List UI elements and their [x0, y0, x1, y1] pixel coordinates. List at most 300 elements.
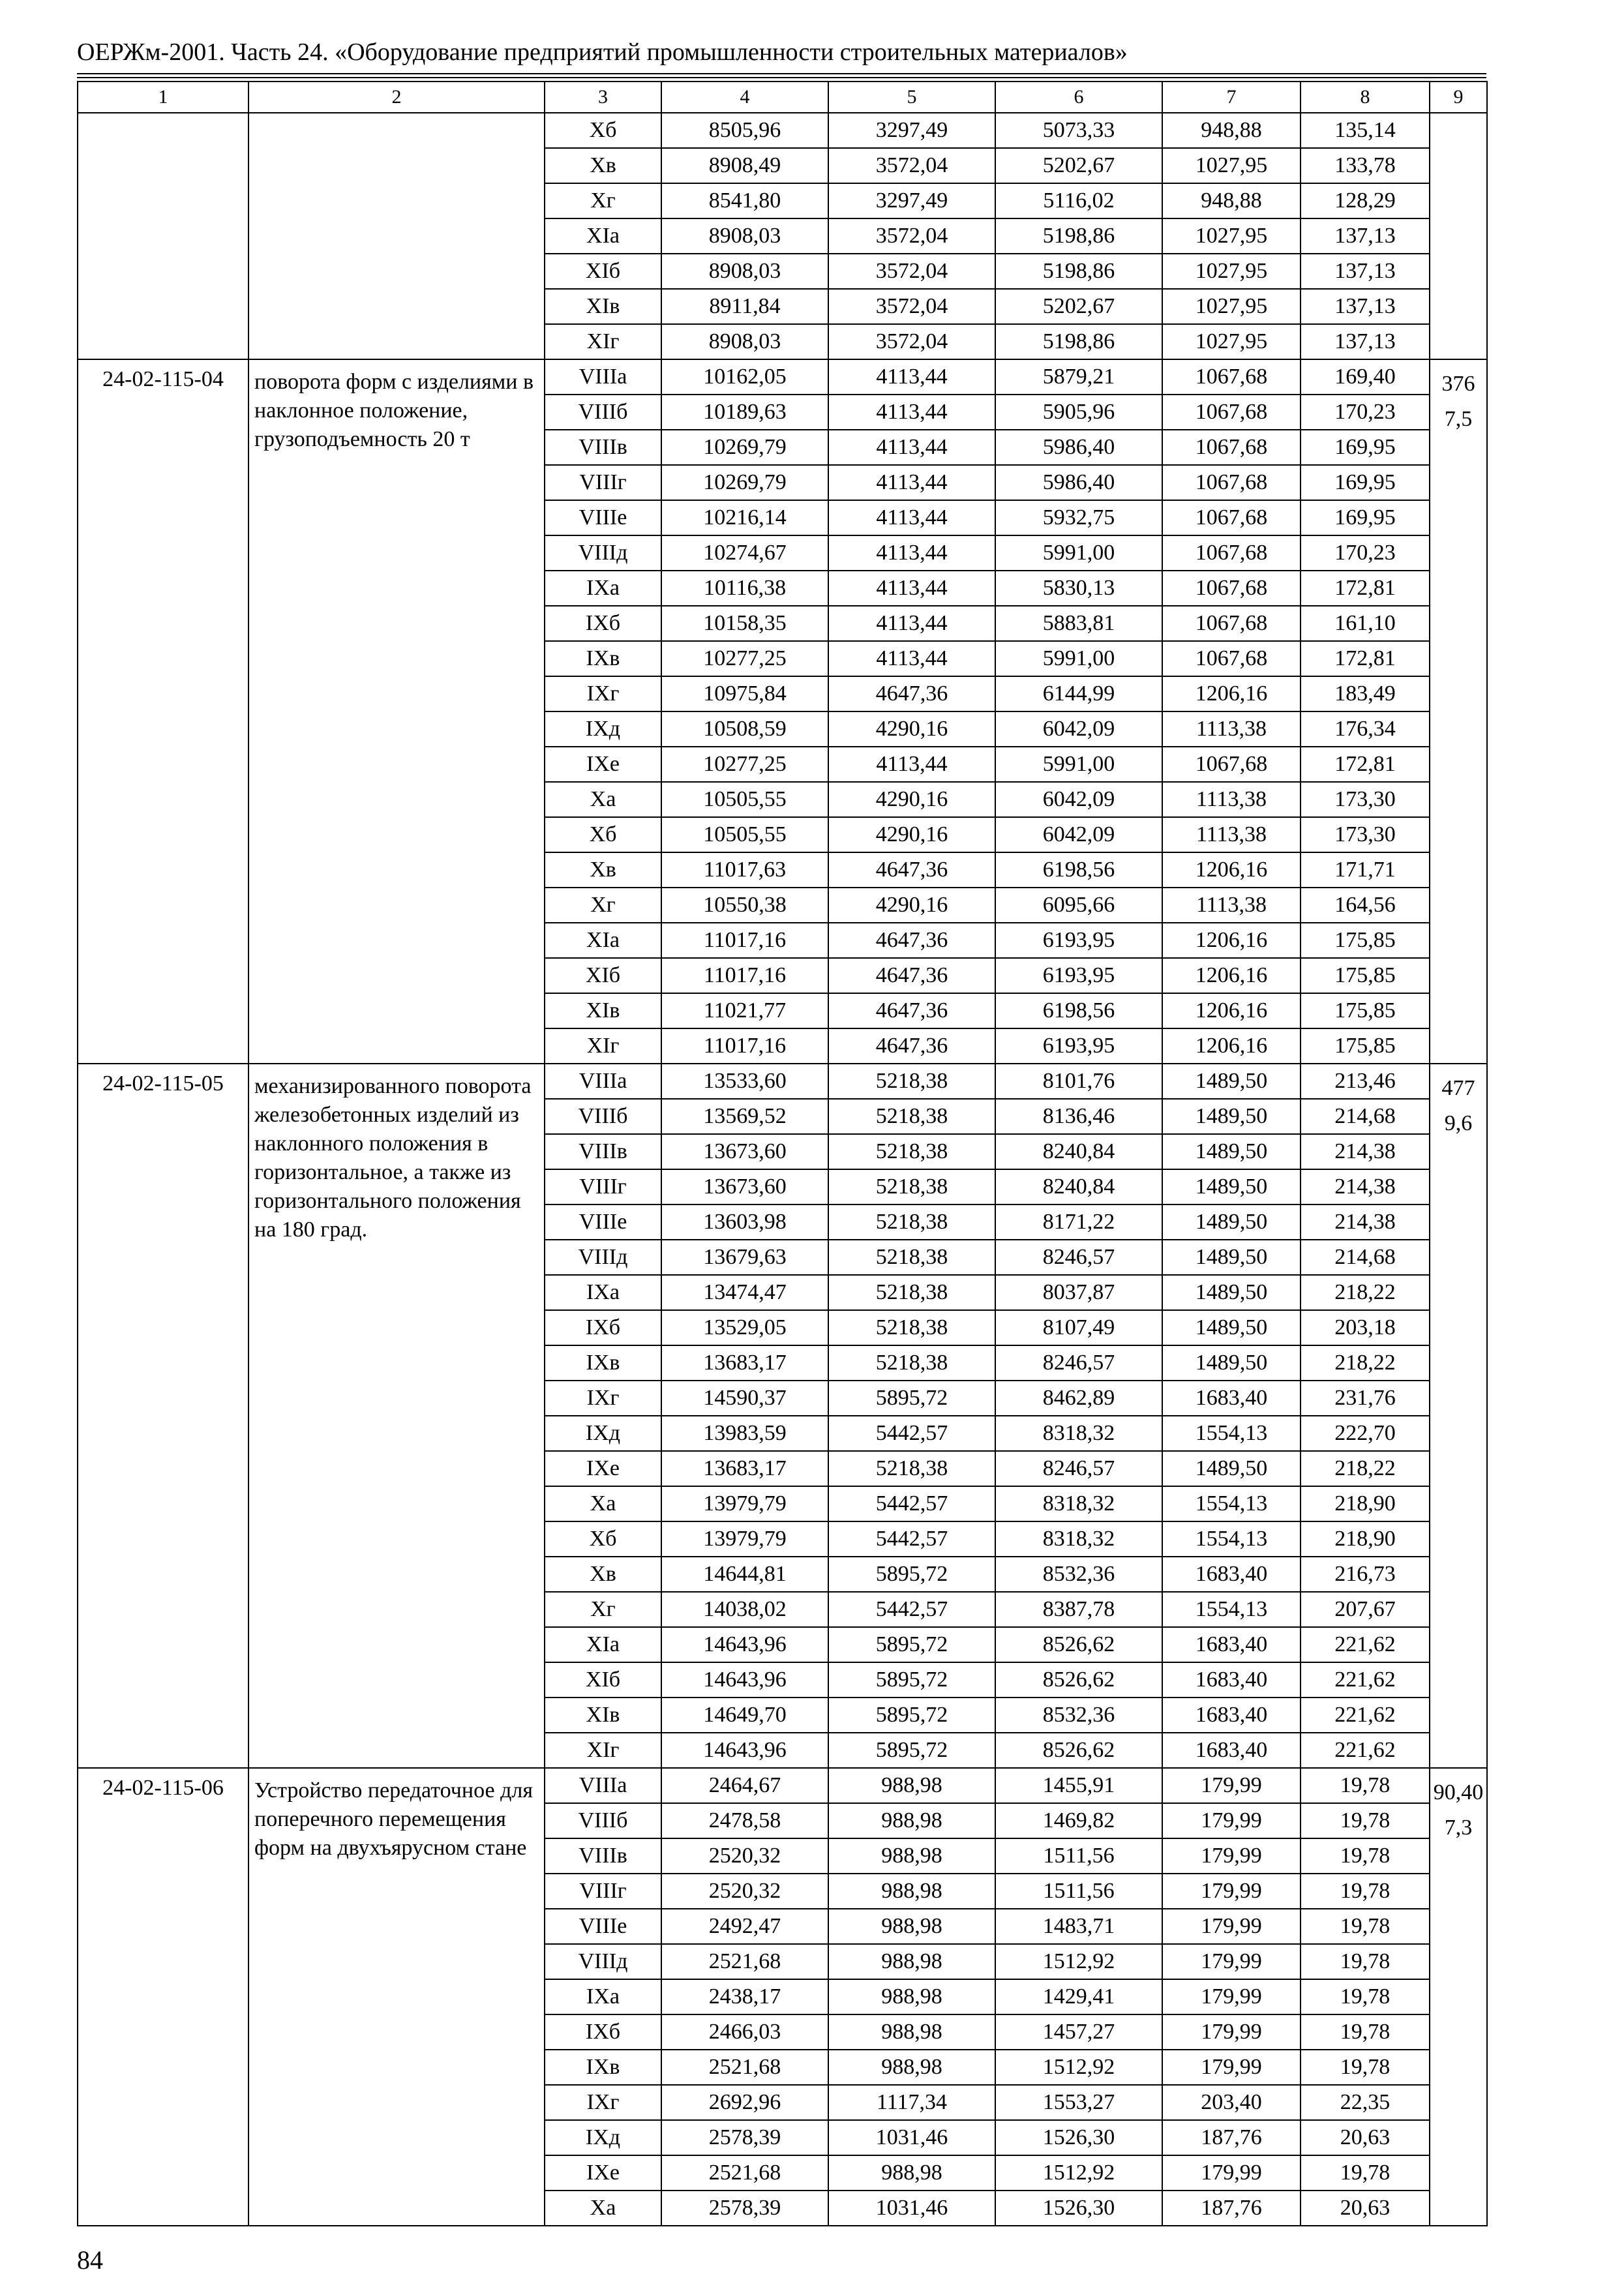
column-5-wages: 4290,16 [828, 782, 995, 817]
column-3-index: Xг [545, 183, 661, 218]
column-5-wages: 3572,04 [828, 289, 995, 324]
column-8-materials: 164,56 [1301, 888, 1430, 923]
column-8-materials: 213,46 [1301, 1064, 1430, 1099]
column-8-materials: 19,78 [1301, 1838, 1430, 1874]
column-6-machines: 6042,09 [995, 711, 1162, 747]
column-8-materials: 175,85 [1301, 923, 1430, 958]
column-6-machines: 5883,81 [995, 606, 1162, 641]
column-5-wages: 3572,04 [828, 148, 995, 183]
column-8-materials: 172,81 [1301, 641, 1430, 676]
column-8-materials: 19,78 [1301, 2014, 1430, 2050]
column-8-materials: 173,30 [1301, 817, 1430, 852]
column-7-machinist-wages: 187,76 [1162, 2191, 1301, 2226]
column-8-materials: 218,22 [1301, 1345, 1430, 1381]
column-7-machinist-wages: 1554,13 [1162, 1521, 1301, 1557]
column-8-materials: 133,78 [1301, 148, 1430, 183]
table-body [78, 82, 1487, 2226]
column-6-machines: 5198,86 [995, 218, 1162, 254]
column-7-machinist-wages: 1027,95 [1162, 324, 1301, 359]
column-6-machines: 1512,92 [995, 2050, 1162, 2085]
column-5-wages: 5218,38 [828, 1134, 995, 1169]
column-5-wages: 5218,38 [828, 1064, 995, 1099]
column-8-materials: 19,78 [1301, 1944, 1430, 1979]
column-3-index: XIв [545, 289, 661, 324]
column-7-machinist-wages: 1113,38 [1162, 711, 1301, 747]
column-6-machines: 5198,86 [995, 324, 1162, 359]
column-3-index: VIIIг [545, 465, 661, 500]
column-7-machinist-wages: 1067,68 [1162, 747, 1301, 782]
column-5-wages: 988,98 [828, 1909, 995, 1944]
column-6-machines: 5879,21 [995, 359, 1162, 395]
column-6-machines: 8318,32 [995, 1486, 1162, 1521]
column-3-index: XIа [545, 923, 661, 958]
column-header: 1 [78, 82, 248, 113]
rate-code [78, 113, 248, 359]
column-5-wages: 5895,72 [828, 1557, 995, 1592]
column-4-total: 13983,59 [661, 1416, 828, 1451]
column-8-materials: 171,71 [1301, 852, 1430, 888]
column-3-index: XIг [545, 324, 661, 359]
column-7-machinist-wages: 1489,50 [1162, 1451, 1301, 1486]
labor-cost-value: 477 [1441, 1076, 1475, 1100]
column-6-machines: 1429,41 [995, 1979, 1162, 2014]
column-header: 4 [661, 82, 828, 113]
column-8-materials: 175,85 [1301, 958, 1430, 993]
column-5-wages: 4647,36 [828, 852, 995, 888]
column-3-index: Xв [545, 1557, 661, 1592]
column-5-wages: 988,98 [828, 1979, 995, 2014]
column-7-machinist-wages: 1067,68 [1162, 641, 1301, 676]
column-7-machinist-wages: 1683,40 [1162, 1627, 1301, 1662]
column-header-row [78, 82, 1487, 113]
column-4-total: 2478,58 [661, 1803, 828, 1838]
rate-code: 24-02-115-05 [78, 1064, 248, 1768]
column-5-wages: 5895,72 [828, 1662, 995, 1698]
header-rule [77, 77, 1486, 78]
column-3-index: Xв [545, 852, 661, 888]
column-7-machinist-wages: 1027,95 [1162, 289, 1301, 324]
column-header: 2 [248, 82, 545, 113]
column-8-materials: 19,78 [1301, 1909, 1430, 1944]
column-4-total: 13569,52 [661, 1099, 828, 1134]
column-3-index: VIIIа [545, 359, 661, 395]
column-5-wages: 4113,44 [828, 606, 995, 641]
column-8-materials: 203,18 [1301, 1310, 1430, 1345]
column-6-machines: 1526,30 [995, 2191, 1162, 2226]
column-7-machinist-wages: 179,99 [1162, 1803, 1301, 1838]
column-7-machinist-wages: 1489,50 [1162, 1204, 1301, 1240]
column-5-wages: 1031,46 [828, 2191, 995, 2226]
column-6-machines: 8240,84 [995, 1134, 1162, 1169]
column-5-wages: 5895,72 [828, 1627, 995, 1662]
table-row [78, 113, 1487, 148]
column-7-machinist-wages: 1554,13 [1162, 1592, 1301, 1627]
column-3-index: XIа [545, 1627, 661, 1662]
column-5-wages: 4647,36 [828, 1028, 995, 1064]
column-8-materials: 20,63 [1301, 2120, 1430, 2155]
column-4-total: 13679,63 [661, 1240, 828, 1275]
column-5-wages: 5895,72 [828, 1381, 995, 1416]
column-4-total: 13673,60 [661, 1169, 828, 1204]
column-6-machines: 5986,40 [995, 465, 1162, 500]
column-5-wages: 5442,57 [828, 1486, 995, 1521]
column-4-total: 10189,63 [661, 395, 828, 430]
column-4-total: 8541,80 [661, 183, 828, 218]
column-6-machines: 8246,57 [995, 1345, 1162, 1381]
column-4-total: 2521,68 [661, 1944, 828, 1979]
column-5-wages: 4113,44 [828, 465, 995, 500]
column-5-wages: 4113,44 [828, 747, 995, 782]
column-8-materials: 183,49 [1301, 676, 1430, 711]
column-3-index: IXб [545, 606, 661, 641]
column-7-machinist-wages: 1683,40 [1162, 1381, 1301, 1416]
column-6-machines: 8171,22 [995, 1204, 1162, 1240]
column-header: 5 [828, 82, 995, 113]
labor-cost-coefficient: 7,5 [1444, 407, 1473, 431]
column-6-machines: 5073,33 [995, 113, 1162, 148]
column-5-wages: 988,98 [828, 1838, 995, 1874]
column-3-index: IXа [545, 571, 661, 606]
column-3-index: XIг [545, 1733, 661, 1768]
column-4-total: 2466,03 [661, 2014, 828, 2050]
column-4-total: 2521,68 [661, 2155, 828, 2191]
column-6-machines: 5991,00 [995, 747, 1162, 782]
equipment-name: Устройство передаточное для поперечного перемещения форм на двухъярусном стане [248, 1768, 545, 2226]
column-5-wages: 5218,38 [828, 1451, 995, 1486]
column-8-materials: 173,30 [1301, 782, 1430, 817]
column-6-machines: 6198,56 [995, 993, 1162, 1028]
column-4-total: 14038,02 [661, 1592, 828, 1627]
column-5-wages: 988,98 [828, 2050, 995, 2085]
column-6-machines: 8246,57 [995, 1451, 1162, 1486]
column-8-materials: 19,78 [1301, 1768, 1430, 1803]
column-8-materials: 128,29 [1301, 183, 1430, 218]
column-5-wages: 5218,38 [828, 1345, 995, 1381]
column-6-machines: 1511,56 [995, 1838, 1162, 1874]
column-5-wages: 5218,38 [828, 1169, 995, 1204]
column-5-wages: 3297,49 [828, 183, 995, 218]
column-3-index: VIIIг [545, 1874, 661, 1909]
column-4-total: 11021,77 [661, 993, 828, 1028]
column-4-total: 2692,96 [661, 2085, 828, 2120]
column-7-machinist-wages: 179,99 [1162, 2155, 1301, 2191]
labor-cost-value: 90,40 [1433, 1780, 1484, 1804]
column-7-machinist-wages: 1113,38 [1162, 782, 1301, 817]
rate-code: 24-02-115-04 [78, 359, 248, 1064]
column-6-machines: 1469,82 [995, 1803, 1162, 1838]
column-7-machinist-wages: 1067,68 [1162, 395, 1301, 430]
column-7-machinist-wages: 948,88 [1162, 183, 1301, 218]
column-8-materials: 175,85 [1301, 1028, 1430, 1064]
column-5-wages: 4290,16 [828, 817, 995, 852]
column-4-total: 8911,84 [661, 289, 828, 324]
column-3-index: Xг [545, 888, 661, 923]
column-8-materials: 161,10 [1301, 606, 1430, 641]
column-8-materials: 214,68 [1301, 1099, 1430, 1134]
column-3-index: VIIIг [545, 1169, 661, 1204]
column-5-wages: 4113,44 [828, 430, 995, 465]
labor-cost-cell [1430, 359, 1487, 1064]
column-7-machinist-wages: 203,40 [1162, 2085, 1301, 2120]
column-7-machinist-wages: 1554,13 [1162, 1486, 1301, 1521]
column-4-total: 11017,16 [661, 1028, 828, 1064]
column-5-wages: 988,98 [828, 2155, 995, 2191]
column-4-total: 13603,98 [661, 1204, 828, 1240]
column-7-machinist-wages: 1067,68 [1162, 465, 1301, 500]
column-6-machines: 5202,67 [995, 148, 1162, 183]
column-8-materials: 137,13 [1301, 218, 1430, 254]
column-8-materials: 216,73 [1301, 1557, 1430, 1592]
labor-cost-cell [1430, 113, 1487, 359]
column-6-machines: 8101,76 [995, 1064, 1162, 1099]
column-3-index: VIIIа [545, 1768, 661, 1803]
column-7-machinist-wages: 1683,40 [1162, 1662, 1301, 1698]
column-5-wages: 4290,16 [828, 711, 995, 747]
column-6-machines: 1553,27 [995, 2085, 1162, 2120]
column-6-machines: 1483,71 [995, 1909, 1162, 1944]
column-8-materials: 172,81 [1301, 571, 1430, 606]
column-4-total: 14649,70 [661, 1698, 828, 1733]
header-rule [77, 73, 1486, 74]
column-7-machinist-wages: 179,99 [1162, 1838, 1301, 1874]
column-3-index: VIIIе [545, 1909, 661, 1944]
column-6-machines: 1511,56 [995, 1874, 1162, 1909]
column-5-wages: 4647,36 [828, 923, 995, 958]
column-7-machinist-wages: 1683,40 [1162, 1557, 1301, 1592]
column-5-wages: 988,98 [828, 2014, 995, 2050]
column-3-index: IXе [545, 747, 661, 782]
column-5-wages: 5218,38 [828, 1275, 995, 1310]
column-4-total: 14643,96 [661, 1733, 828, 1768]
column-5-wages: 5895,72 [828, 1733, 995, 1768]
column-6-machines: 8136,46 [995, 1099, 1162, 1134]
column-7-machinist-wages: 1206,16 [1162, 1028, 1301, 1064]
column-3-index: IXв [545, 1345, 661, 1381]
column-8-materials: 169,95 [1301, 500, 1430, 535]
column-8-materials: 19,78 [1301, 2050, 1430, 2085]
column-7-machinist-wages: 1113,38 [1162, 888, 1301, 923]
column-3-index: VIIIб [545, 1803, 661, 1838]
column-8-materials: 218,22 [1301, 1451, 1430, 1486]
column-7-machinist-wages: 187,76 [1162, 2120, 1301, 2155]
column-4-total: 10277,25 [661, 747, 828, 782]
column-7-machinist-wages: 179,99 [1162, 1768, 1301, 1803]
column-6-machines: 5932,75 [995, 500, 1162, 535]
column-6-machines: 5202,67 [995, 289, 1162, 324]
labor-cost-coefficient: 9,6 [1444, 1111, 1473, 1135]
column-4-total: 14644,81 [661, 1557, 828, 1592]
column-8-materials: 19,78 [1301, 2155, 1430, 2191]
column-3-index: VIIIд [545, 535, 661, 571]
column-6-machines: 8526,62 [995, 1733, 1162, 1768]
column-6-machines: 8246,57 [995, 1240, 1162, 1275]
column-6-machines: 5991,00 [995, 641, 1162, 676]
column-8-materials: 214,38 [1301, 1134, 1430, 1169]
column-7-machinist-wages: 1206,16 [1162, 923, 1301, 958]
column-7-machinist-wages: 1683,40 [1162, 1698, 1301, 1733]
column-5-wages: 4647,36 [828, 993, 995, 1028]
column-7-machinist-wages: 1206,16 [1162, 958, 1301, 993]
column-8-materials: 169,40 [1301, 359, 1430, 395]
column-3-index: IXг [545, 676, 661, 711]
column-7-machinist-wages: 1113,38 [1162, 817, 1301, 852]
column-7-machinist-wages: 1489,50 [1162, 1240, 1301, 1275]
column-6-machines: 5198,86 [995, 254, 1162, 289]
column-7-machinist-wages: 948,88 [1162, 113, 1301, 148]
column-5-wages: 988,98 [828, 1768, 995, 1803]
column-7-machinist-wages: 1027,95 [1162, 218, 1301, 254]
column-7-machinist-wages: 1027,95 [1162, 148, 1301, 183]
column-5-wages: 4290,16 [828, 888, 995, 923]
column-7-machinist-wages: 1206,16 [1162, 993, 1301, 1028]
column-7-machinist-wages: 179,99 [1162, 1874, 1301, 1909]
column-3-index: VIIIб [545, 1099, 661, 1134]
column-3-index: IXе [545, 1451, 661, 1486]
column-8-materials: 137,13 [1301, 324, 1430, 359]
column-4-total: 8505,96 [661, 113, 828, 148]
column-7-machinist-wages: 1027,95 [1162, 254, 1301, 289]
column-5-wages: 988,98 [828, 1803, 995, 1838]
column-7-machinist-wages: 1067,68 [1162, 606, 1301, 641]
column-6-machines: 5905,96 [995, 395, 1162, 430]
column-4-total: 2578,39 [661, 2120, 828, 2155]
column-8-materials: 218,22 [1301, 1275, 1430, 1310]
column-4-total: 10116,38 [661, 571, 828, 606]
column-4-total: 10162,05 [661, 359, 828, 395]
column-6-machines: 1512,92 [995, 1944, 1162, 1979]
column-6-machines: 6144,99 [995, 676, 1162, 711]
column-7-machinist-wages: 1489,50 [1162, 1064, 1301, 1099]
column-7-machinist-wages: 1489,50 [1162, 1169, 1301, 1204]
column-4-total: 10550,38 [661, 888, 828, 923]
column-3-index: Xв [545, 148, 661, 183]
column-7-machinist-wages: 1489,50 [1162, 1134, 1301, 1169]
column-5-wages: 3572,04 [828, 218, 995, 254]
rate-code: 24-02-115-06 [78, 1768, 248, 2226]
column-4-total: 8908,03 [661, 324, 828, 359]
table-row [78, 1768, 1487, 1803]
column-8-materials: 231,76 [1301, 1381, 1430, 1416]
column-5-wages: 988,98 [828, 1944, 995, 1979]
equipment-name: поворота форм с изделиями в наклонное положение, грузоподъемность 20 т [248, 359, 545, 1064]
column-4-total: 13533,60 [661, 1064, 828, 1099]
column-8-materials: 218,90 [1301, 1521, 1430, 1557]
column-5-wages: 5442,57 [828, 1521, 995, 1557]
column-7-machinist-wages: 1206,16 [1162, 852, 1301, 888]
column-4-total: 10505,55 [661, 782, 828, 817]
table-row [78, 1064, 1487, 1099]
column-3-index: Xб [545, 1521, 661, 1557]
column-6-machines: 1455,91 [995, 1768, 1162, 1803]
column-7-machinist-wages: 179,99 [1162, 1944, 1301, 1979]
column-6-machines: 5116,02 [995, 183, 1162, 218]
column-5-wages: 4647,36 [828, 958, 995, 993]
column-4-total: 10975,84 [661, 676, 828, 711]
column-3-index: IXа [545, 1979, 661, 2014]
column-5-wages: 3297,49 [828, 113, 995, 148]
column-3-index: IXд [545, 711, 661, 747]
column-3-index: Xб [545, 113, 661, 148]
column-4-total: 10158,35 [661, 606, 828, 641]
column-8-materials: 172,81 [1301, 747, 1430, 782]
column-4-total: 10216,14 [661, 500, 828, 535]
labor-cost-coefficient: 7,3 [1444, 1816, 1473, 1840]
column-4-total: 14590,37 [661, 1381, 828, 1416]
column-header: 3 [545, 82, 661, 113]
column-5-wages: 4113,44 [828, 641, 995, 676]
column-5-wages: 4113,44 [828, 500, 995, 535]
column-8-materials: 214,68 [1301, 1240, 1430, 1275]
column-3-index: VIIIв [545, 430, 661, 465]
column-3-index: IXг [545, 1381, 661, 1416]
column-8-materials: 222,70 [1301, 1416, 1430, 1451]
column-8-materials: 221,62 [1301, 1627, 1430, 1662]
column-3-index: XIв [545, 1698, 661, 1733]
column-6-machines: 8318,32 [995, 1521, 1162, 1557]
column-7-machinist-wages: 1067,68 [1162, 359, 1301, 395]
column-3-index: VIIIб [545, 395, 661, 430]
column-4-total: 13529,05 [661, 1310, 828, 1345]
column-6-machines: 8462,89 [995, 1381, 1162, 1416]
column-6-machines: 5986,40 [995, 430, 1162, 465]
column-3-index: IXг [545, 2085, 661, 2120]
column-8-materials: 221,62 [1301, 1733, 1430, 1768]
column-8-materials: 214,38 [1301, 1169, 1430, 1204]
column-8-materials: 207,67 [1301, 1592, 1430, 1627]
column-8-materials: 19,78 [1301, 1803, 1430, 1838]
column-4-total: 13979,79 [661, 1486, 828, 1521]
column-6-machines: 8532,36 [995, 1557, 1162, 1592]
column-6-machines: 5830,13 [995, 571, 1162, 606]
column-3-index: IXб [545, 1310, 661, 1345]
column-4-total: 13979,79 [661, 1521, 828, 1557]
column-7-machinist-wages: 1489,50 [1162, 1310, 1301, 1345]
column-4-total: 11017,63 [661, 852, 828, 888]
column-4-total: 2521,68 [661, 2050, 828, 2085]
column-3-index: IXд [545, 2120, 661, 2155]
column-8-materials: 19,78 [1301, 1874, 1430, 1909]
column-5-wages: 1117,34 [828, 2085, 995, 2120]
column-3-index: IXа [545, 1275, 661, 1310]
labor-cost-value: 376 [1441, 372, 1475, 396]
column-8-materials: 169,95 [1301, 430, 1430, 465]
column-7-machinist-wages: 1489,50 [1162, 1099, 1301, 1134]
column-4-total: 10508,59 [661, 711, 828, 747]
column-5-wages: 988,98 [828, 1874, 995, 1909]
column-4-total: 10505,55 [661, 817, 828, 852]
column-5-wages: 4113,44 [828, 395, 995, 430]
column-3-index: VIIIв [545, 1134, 661, 1169]
column-4-total: 2464,67 [661, 1768, 828, 1803]
column-5-wages: 5218,38 [828, 1310, 995, 1345]
column-7-machinist-wages: 179,99 [1162, 1979, 1301, 2014]
column-7-machinist-wages: 1683,40 [1162, 1733, 1301, 1768]
column-4-total: 13683,17 [661, 1451, 828, 1486]
column-7-machinist-wages: 179,99 [1162, 2014, 1301, 2050]
page-number: 84 [77, 2245, 103, 2275]
column-3-index: VIIIд [545, 1240, 661, 1275]
running-header: ОЕРЖм-2001. Часть 24. «Оборудование предприятий промышленности строительных материалов» [77, 38, 1128, 66]
column-7-machinist-wages: 1489,50 [1162, 1275, 1301, 1310]
column-5-wages: 5442,57 [828, 1592, 995, 1627]
column-4-total: 2520,32 [661, 1874, 828, 1909]
equipment-name [248, 113, 545, 359]
column-8-materials: 218,90 [1301, 1486, 1430, 1521]
column-6-machines: 8107,49 [995, 1310, 1162, 1345]
column-4-total: 13683,17 [661, 1345, 828, 1381]
column-5-wages: 5895,72 [828, 1698, 995, 1733]
column-6-machines: 8526,62 [995, 1662, 1162, 1698]
